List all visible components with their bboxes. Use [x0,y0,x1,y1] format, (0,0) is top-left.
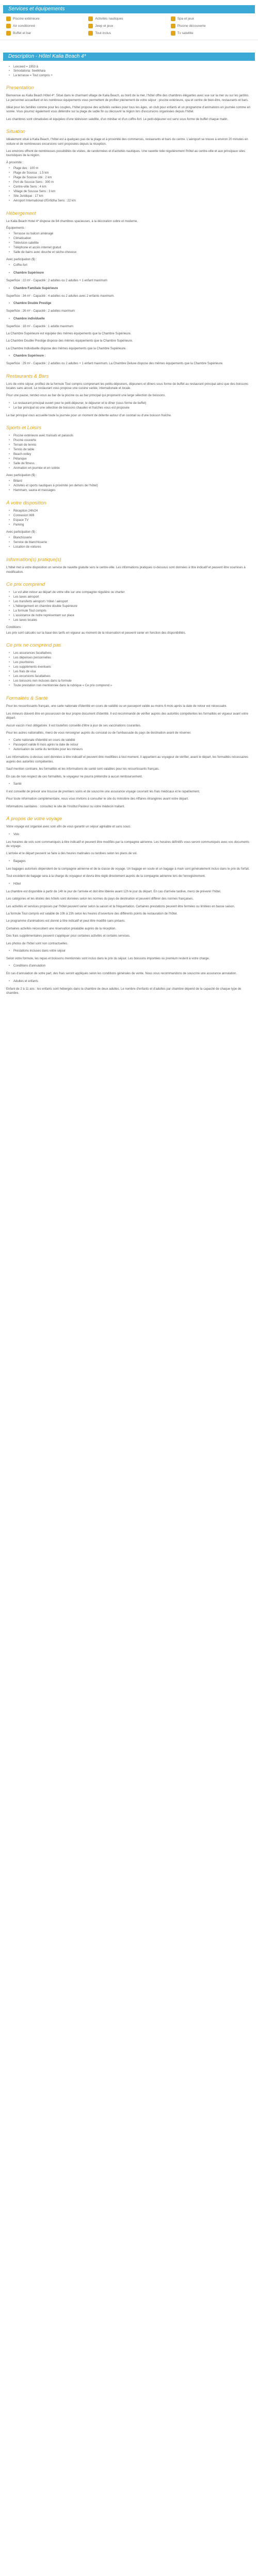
bullet-item: • Billard [6,479,252,484]
service-label: Air conditionné [13,24,35,28]
room-type-desc: Superficie : 34 m² - Capacité : 4 adultes ou 2 adultes avec 2 enfants maximum. [6,294,115,298]
list-label: Avec participation ($) : [6,531,37,534]
section-heading: À propos de votre voyage [6,816,62,822]
room-type [6,354,252,359]
service-label: Spa et jeux [177,17,195,21]
paragraph: Pour les autres nationalités, merci de vous renseigner auprès du consulat ou de l'ambassade du pays de destination avant de réserver. [6,732,191,735]
spa-icon [171,16,175,21]
bullet-item: • Vols [6,833,252,837]
bullet-item: • Toute prestation non mentionnée dans la rubrique « Ce prix comprend » [6,684,252,688]
room-type [6,271,252,276]
bullet-item: • Tennis de table [6,448,252,452]
bullet-item: • Coffre-fort [6,263,252,268]
paragraph: Les activités et services proposés par l'hôtel peuvent varier selon la saison et la fréquentation. Certaines prestations peuvent être fermées ou limitées en basse saison. [6,905,235,908]
section-heading: Presentation [6,85,34,91]
section-heading: Restaurants & Bars [6,373,49,379]
paragraph: La Chambre Double Prestige dispose des mêmes équipements que la Chambre Supérieure. [6,340,133,343]
bullet-list [6,738,252,752]
paragraph: Votre voyage est organisé avec soin afin de vous garantir un séjour agréable et sans souci. [6,825,132,829]
section-heading: Hébergement [6,210,36,216]
bullet-item: • Les taxes locales [6,618,252,623]
bullet-item: • Beach-volley [6,452,252,457]
bullet-item: • Carte nationale d'identité en cours de validité [6,738,252,743]
paragraph: Selon votre formule, les repas et boissons mentionnés sont inclus dans le prix du séjour. Les boissons importées ou premium restent à votre charge. [6,957,210,960]
services-grid [6,16,253,36]
bullet-list [6,401,252,411]
list-label: Conditions : [6,625,23,629]
service-item [88,24,170,28]
bullet-list [6,434,252,471]
bullet-item: • Salle de bains avec douche et sèche-cheveux [6,250,252,255]
bullet-item: • Les excursions facultatives [6,674,252,679]
bullet-item: • Hôtel [6,882,252,887]
intro-item: • Simodatoria: Seetkhaia [6,69,252,73]
section-heading: Ce prix comprend [6,581,45,587]
bullet-item: • Animation en journée et en soirée [6,466,252,471]
bullet-item: • Les boissons non incluses dans la formule [6,679,252,684]
section-heading: Ce prix ne comprend pas [6,642,61,649]
bullet-item: • Village de Sousse Sens : 3 km [6,190,252,194]
paragraph: Idéal pour les familles comme pour les couples, l'hôtel propose des activités variées pour tous les âges, un club pour enfants et un programme d'animations en journée comme en soirée. Vous pourrez également vous détendre sur la plage de sable fin ou découvrir la région lors d'excursions organisées depuis l'hôtel. [6,106,251,114]
shuttle-icon [88,31,93,36]
bullet-list [6,882,252,887]
paragraph: Les horaires de vols sont communiqués à titre indicatif et peuvent être modifiés par la compagnie aérienne. Les horaires définitifs vous seront communiqués avec vos documents de voyage. [6,840,249,849]
intro-list [6,65,252,78]
services-panel [0,13,258,40]
bullet-item: • Adultes et enfants [6,979,252,984]
bullet-list [6,232,252,255]
bullet-item: • Plage de Soussa : 1.5 km [6,171,252,176]
bullet-list [6,949,252,954]
bullet-list [6,782,252,787]
paragraph: En cas de non-respect de ces formalités, le voyageur ne pourra prétendre à aucun remboursement. [6,775,143,778]
jeep-icon [88,24,93,28]
tv-icon [6,31,11,36]
bullet-item: • Autorisation de sortie du territoire pour les mineurs [6,748,252,752]
room-type [6,286,252,291]
paragraph: Des frais supplémentaires peuvent s'appliquer pour certaines activités et certains services. [6,935,131,938]
intro-item: • Lexceed = 1953 ä [6,65,252,69]
bullet-item: • Les suppléments éventuels [6,665,252,670]
service-label: Piscine découverte [177,24,206,28]
paragraph: Pour les ressortissants français, une carte nationale d'identité en cours de validité ou un passeport valide au moins 6 mois après la date de retour est nécessaire. [6,705,228,708]
bullet-item: • Centre-ville Sens : 4 km [6,185,252,190]
paragraph: Les chambres sont climatisées et équipées d'une télévision satellite, d'un minibar et d'un coffre-fort. Le petit-déjeuner est servi sous forme de buffet chaque matin. [6,117,229,121]
bullet-item: • Pétanque [6,457,252,462]
section-heading: Formalités & Santé [6,696,48,702]
bullet-item: • Le vol aller-retour au départ de votre ville sur une compagnie régulière ou charter [6,590,252,595]
paragraph: Lors de votre séjour, profitez de la formule Tout compris comprenant les petits-déjeuners, déjeuners et dîners sous forme de buffet au restaurant principal ainsi que des boissons locales sans alcool. Le restaurant vous propose une cuisine variée, internationale et locale. [6,382,249,390]
paragraph: Enfant de 2 à 11 ans : les enfants sont hébergés dans la chambre de deux adultes. Le nombre d'enfants et d'adultes par chambre dépend de la capacité de chaque type de chambre. [6,987,241,995]
list-label: À proximité : [6,161,24,164]
bullet-item: • Terrasse ou balcon aménagé [6,232,252,236]
service-label: Buffet et bar [13,31,31,35]
service-item [171,24,253,28]
paragraph: Le bar principal vous accueille toute la journée pour un moment de détente autour d'un cocktail ou d'une boisson fraîche. [6,414,172,417]
service-item [171,16,253,21]
paragraph: Bienvenue au Kalia Beach Hôtel 4*. Situé dans le charmant village de Kalia Beach, au bord de la mer, l'hôtel offre des chambres élégantes avec vue sur la mer ou sur les jardins. Le personnel accueillant et les nombreux équipements vous permettent de profiter pleinement de votre séjour : piscine extérieure, spa et centre de bien-être, restaurants et bars. [6,94,249,102]
bullet-item: • L'assistance de notre représentant sur place [6,614,252,618]
paragraph: Les environs offrent de nombreuses possibilités de visites, de randonnées et d'activités nautiques. Une navette relie régulièrement l'hôtel au centre-ville et aux principaux sites touristiques de la région. [6,150,246,158]
paragraph: Les bagages autorisés dépendent de la compagnie aérienne et de la classe de voyage. Un bagage en soute et un bagage à main sont généralement inclus dans le prix du forfait. [6,867,250,871]
bullet-item: • Connexion Wifi [6,514,252,518]
paragraph: Tout excédent de bagage sera à la charge du voyageur et devra être réglé directement auprès de la compagnie aérienne lors de l'enregistrement. [6,875,206,878]
room-type [6,301,252,306]
room-type-name: • Chambre Supérieure : [6,354,252,359]
paragraph: Il est conseillé de prévoir une trousse de premiers soins et de souscrire une assurance voyage couvrant les frais médicaux et le rapatriement. [6,790,200,794]
room-type-name: • Chambre individuelle [6,317,252,321]
paragraph: Pour une pause, rendez-vous au bar de la piscine ou au bar principal qui proposent une large sélection de boissons. [6,394,166,398]
paragraph: Informations sanitaires : consultez le site de l'Institut Pasteur ou votre médecin traitant. [6,805,125,808]
bullet-item: • Santé [6,782,252,787]
paragraph: En cas d'annulation de votre part, des frais seront appliqués selon les conditions générales de vente. Nous vous recommandons de souscrire une assurance annulation. [6,972,237,976]
paragraph: La Chambre Supérieure est équipée des mêmes équipements que la Chambre Supérieure. [6,332,132,335]
paragraph: Sauf mention contraire, les formalités et les informations de santé sont valables pour les ressortissants français. [6,768,159,771]
paragraph: La formule Tout compris est valable de 10h à 23h selon les heures d'ouverture des différents points de restauration de l'hôtel. [6,912,178,916]
room-type-name: • Chambre Double Prestige [6,301,252,306]
bullet-item: • Piscine extérieure avec transats et parasols [6,434,252,438]
services-band: Services et équipements [3,5,255,13]
bullet-item: • Plage de Sousse cité : 2 km [6,176,252,180]
activities-icon [88,16,93,21]
bullet-item: • Les dépenses personnelles [6,656,252,660]
paragraph: Les photos de l'hôtel sont non contractuelles. [6,942,68,945]
list-label: Équipements : [6,227,26,230]
bullet-item: • Location de voitures [6,545,252,550]
bullet-list [6,166,252,204]
paragraph: Le programme d'animations est donné à titre indicatif et peut être modifié sans préavis. [6,920,125,923]
room-type [6,317,252,321]
bullet-item: • Réception 24h/24 [6,509,252,514]
bullet-list [6,509,252,528]
description-content [0,65,258,996]
bullet-list [6,590,252,623]
beach-icon [171,24,175,28]
paragraph: La chambre est disponible à partir de 14h le jour de l'arrivée et doit être libérée avant 12h le jour du départ. En cas d'arrivée tardive, merci de prévenir l'hôtel. [6,890,221,893]
ac-icon [6,24,11,28]
room-type-name: • Chambre Familiale Supérieure [6,286,252,291]
room-type-desc: Superficie : 18 m² - Capacité : 1 adulte maximum [6,325,74,328]
bullet-item: • Téléphone et accès internet gratuit [6,246,252,250]
section-heading: Information(s) pratique(s) [6,557,61,563]
section-heading: À votre disposition [6,500,46,506]
paragraph: Aucun vaccin n'est obligatoire. Il est toutefois conseillé d'être à jour de ses vaccinations courantes. [6,724,141,727]
bullet-list [6,536,252,550]
room-type-desc: Superficie : 22 m² - Capacité : 2 adultes ou 2 adultes + 1 enfant maximum [6,279,107,283]
paragraph: Le Kalia Beach Hotel 4* dispose de 84 chambres spacieuses, à la décoration sobre et moderne. [6,219,138,223]
section-heading: Situation [6,129,25,135]
paragraph: Idéalement situé à Kalia Beach, l'hôtel est à quelques pas de la plage et à proximité des commerces, restaurants et bars du centre. L'aéroport se trouve à environ 20 minutes en voiture et de nombreuses excursions sont proposées depuis la réception. [6,138,248,146]
service-label: Jeep et jeux [95,24,114,28]
pool-icon [6,16,11,21]
description-band: Description - Hôtel Kalia Beach 4* [3,53,255,61]
service-label: Tv satellite [177,31,194,35]
bullet-item: • La formule Tout compris [6,609,252,614]
service-item [171,31,253,36]
bullet-item: • Piscine couverte [6,438,252,443]
bullet-item: • Salle de fitness [6,462,252,466]
paragraph: Les mineurs doivent être en possession de leur propre document d'identité. Il est recommandé de vérifier auprès des autorités compétentes les formalités en vigueur avant votre départ. [6,712,249,720]
bullet-list [6,651,252,688]
bullet-item: • Bagages [6,859,252,864]
room-type-desc: Superficie : 29 m² - Capacité : 2 adultes ou 2 adultes + 1 enfant maximum. La Chambre Deluxe dispose des mêmes équipements que la Chambre Supérieure. [6,362,223,366]
list-label: Avec participation ($) : [6,258,37,262]
bullet-item: • Parking [6,523,252,528]
bullet-item: • Le bar principal où une sélection de boissons chaudes et fraîches vous est proposée [6,406,252,411]
bullet-item: • Climatisation [6,236,252,241]
bullet-item: • Terrain de tennis [6,443,252,448]
bullet-item: • Hammam, sauna et massages [6,488,252,493]
room-type-desc: Superficie : 26 m² - Capacité : 2 adultes maximum [6,310,75,313]
bullet-item: • Blanchisserie [6,536,252,540]
intro-item: • La terrasse = Tout compris + [6,74,252,78]
bullet-item: • Prestations incluses dans votre séjour [6,949,252,954]
paragraph: Certaines activités nécessitent une réservation préalable auprès de la réception. [6,927,117,930]
bullet-item: • Télévision satellite [6,241,252,246]
bullet-item: • Espace TV [6,518,252,523]
bullet-item: • Aéroport International d'Enfidha Sens : 22 km [6,199,252,204]
bullet-list [6,833,252,837]
bullet-item: • Service de blanchisserie [6,540,252,545]
paragraph: Les informations ci-dessus sont données à titre indicatif et peuvent être modifiées à tout moment. Il appartient au voyageur de vérifier, avant le départ, les formalités nécessaires auprès des autorités compétentes. [6,756,248,764]
bullet-item: • Les assurances facultatives [6,651,252,656]
service-label: Piscine extérieure [13,17,40,21]
paragraph: L'arrivée et le départ peuvent se faire à des heures matinales ou tardives selon les plans de vol. [6,852,138,856]
bullet-list [6,859,252,864]
paragraph: La Chambre Individuelle dispose des mêmes équipements que la Chambre Supérieure. [6,347,126,350]
paragraph: Les catégories et les étoiles des hôtels sont données selon les normes du pays de destination et peuvent différer des normes françaises. [6,897,194,901]
bullet-item: • L'hébergement en chambre double Supérieure [6,604,252,609]
service-item [88,31,170,36]
bullet-list [6,263,252,268]
section-heading: Sports et Loisirs [6,425,42,431]
service-item [6,16,88,21]
service-label: Activités nautiques [95,17,123,21]
bullet-item: • Les pourboires [6,660,252,665]
paragraph: Pour toute information complémentaire, nous vous invitons à consulter le site du ministère des Affaires étrangères avant votre départ. [6,798,189,801]
bullet-list [6,979,252,984]
service-item [88,16,170,21]
bullet-item: • Activités et sports nautiques à proximité (en dehors de l'hôtel) [6,484,252,488]
bullet-item: • Plage des : 100 m [6,166,252,171]
bullet-item: • Les frais de visa [6,670,252,674]
bullet-item: • Site Juridique : 17 km [6,194,252,199]
wifi-icon [171,31,175,36]
bullet-item: • Les taxes aéroport [6,595,252,600]
bullet-item: • Les transferts aéroport / hôtel / aéroport [6,600,252,604]
list-label: Avec participation ($) : [6,474,37,478]
bullet-item: • Le restaurant principal ouvert pour le petit-déjeuner, le déjeuner et le dîner (sous forme de buffet) [6,401,252,406]
paragraph: Les prix sont calculés sur la base des tarifs en vigueur au moment de la réservation et peuvent varier en fonction des disponibilités. [6,631,186,635]
room-type-name: • Chambre Supérieure [6,271,252,276]
bullet-item: • Conditions d'annulation [6,964,252,969]
service-item [6,31,88,36]
bullet-list [6,964,252,969]
service-item [6,24,88,28]
service-label: Tout inclus [95,31,111,35]
paragraph: L'hôtel met à votre disposition un service de navette gratuite vers le centre-ville. Les informations pratiques ci-dessous sont données à titre indicatif et peuvent être soumises à modification. [6,566,246,574]
bullet-item: • Port de Sousse Sens : 300 m [6,180,252,185]
bullet-list [6,479,252,493]
bullet-item: • Passeport valide 6 mois après la date de retour [6,743,252,748]
